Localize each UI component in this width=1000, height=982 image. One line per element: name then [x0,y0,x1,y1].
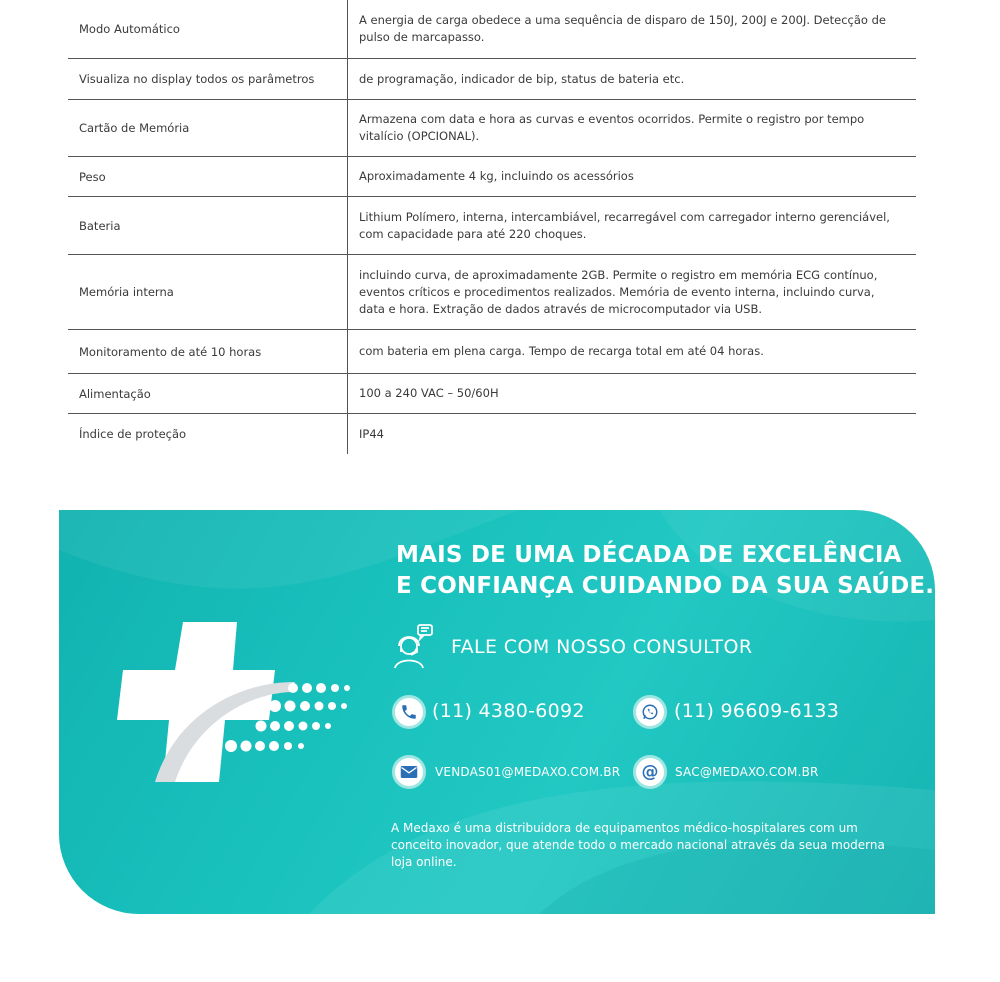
table-row [68,414,916,454]
envelope-icon[interactable] [392,755,426,789]
spec-value: Lithium Polímero, interna, intercambiável, recarregável com carregador interno gerenciável, com capacidade para até 220 choques. [347,197,916,254]
banner-headline [396,540,934,602]
table-row [68,255,916,330]
headline-line-2: E CONFIANÇA CUIDANDO DA SUA SAÚDE. [396,573,935,599]
sac-email[interactable]: SAC@MEDAXO.COM.BR [675,765,819,779]
phone-icon[interactable] [392,695,426,729]
table-row [68,374,916,414]
whatsapp-icon[interactable] [633,695,667,729]
table-row [68,59,916,100]
spec-table [68,0,916,454]
headline-line-1: MAIS DE UMA DÉCADA DE EXCELÊNCIA [396,542,902,568]
spec-value: A energia de carga obedece a uma sequência de disparo de 150J, 200J e 200J. Detecção de pulso de marcapasso. [347,0,916,58]
spec-value: 100 a 240 VAC – 50/60H [347,374,916,413]
spec-label: Cartão de Memória [79,121,190,135]
spec-value: incluindo curva, de aproximadamente 2GB. Permite o registro em memória ECG contínuo, eventos críticos e procedimentos realizados. Memória de evento interna, incluindo curva, data e hora. Extração de dados através de microcomputador via USB. [347,255,916,329]
spec-label: Monitoramento de até 10 horas [79,344,262,359]
table-row [68,0,916,59]
consultant-headset-icon [387,622,437,672]
whatsapp-number[interactable]: (11) 96609-6133 [674,700,840,722]
spec-label: Bateria [79,218,121,233]
spec-label: Modo Automático [79,22,180,36]
spec-value: com bateria em plena carga. Tempo de recarga total em até 04 horas. [347,330,916,373]
spec-label: Índice de proteção [79,427,187,441]
consultant-label[interactable]: FALE COM NOSSO CONSULTOR [451,636,753,658]
about-text: A Medaxo é uma distribuidora de equipamentos médico-hospitalares com um conceito inovador, que atende todo o mercado nacional através da seua moderna loja online. [391,821,885,869]
table-row [68,330,916,374]
table-row [68,100,916,157]
contact-banner [59,510,935,914]
phone-number[interactable]: (11) 4380-6092 [432,700,585,722]
spec-label: Visualiza no display todos os parâmetros [79,72,315,86]
spec-value: Aproximadamente 4 kg, incluindo os acessórios [347,157,916,196]
sales-email[interactable]: VENDAS01@MEDAXO.COM.BR [435,765,621,779]
spec-label: Peso [79,169,106,184]
spec-value: IP44 [347,414,916,454]
spec-value: de programação, indicador de bip, status de bateria etc. [347,59,916,99]
table-row [68,197,916,255]
spec-label: Memória interna [79,285,174,299]
at-sign-icon[interactable]: @ [633,755,667,789]
spec-label: Alimentação [79,386,151,401]
table-row [68,157,916,197]
spec-value: Armazena com data e hora as curvas e eventos ocorridos. Permite o registro por tempo vitalício (OPCIONAL). [347,100,916,156]
medaxo-logo-icon [115,622,355,782]
